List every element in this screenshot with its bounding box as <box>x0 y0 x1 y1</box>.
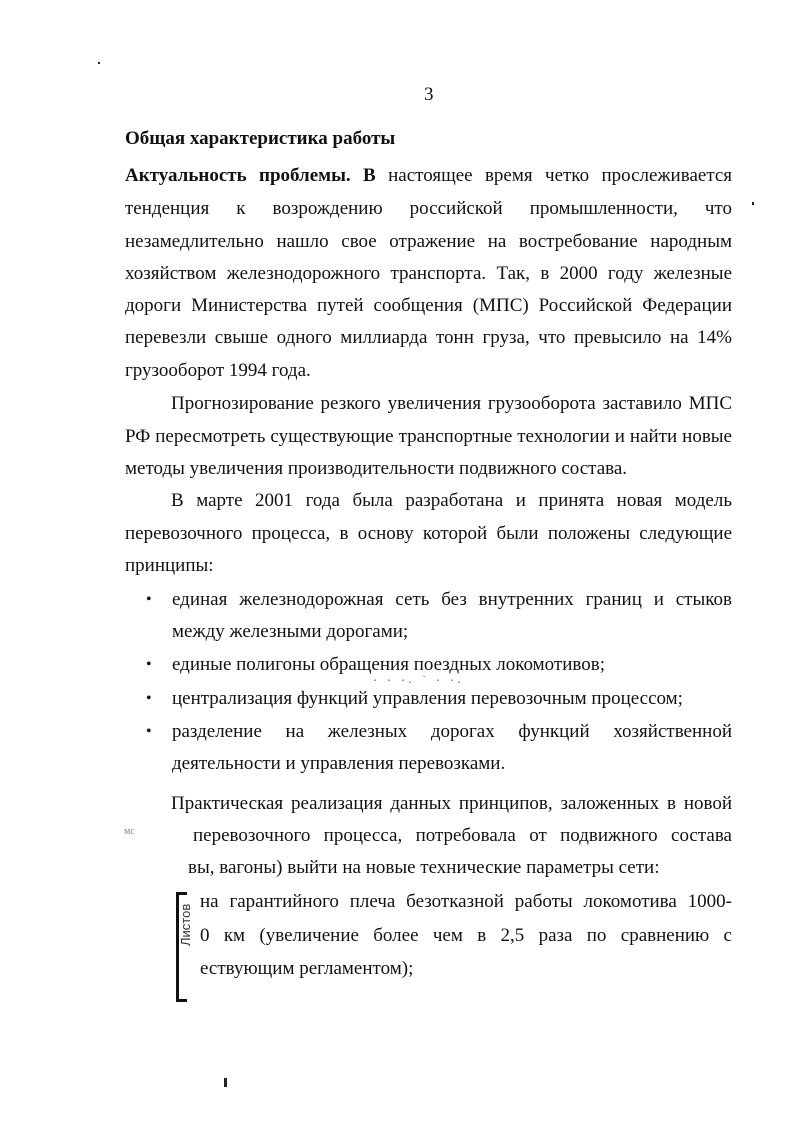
page-number: 3 <box>424 84 434 105</box>
para1-line2: тенденция к возрождению российской промышленности, что <box>125 198 732 219</box>
para2-line1: Прогнозирование резкого увеличения грузооборота заставило МПС <box>171 393 732 414</box>
para2-line2: РФ пересмотреть существующие транспортные технологии и найти новые <box>125 426 732 447</box>
para1-line6: перевезли свыше одного миллиарда тонн груза, что превысило на 14% <box>125 327 732 348</box>
bullet1-line1: единая железнодорожная сеть без внутренних границ и стыков <box>172 589 732 610</box>
bullet-dot: • <box>146 591 152 608</box>
para1-line1 <box>125 160 732 192</box>
para2-line3: методы увеличения производительности подвижного состава. <box>125 458 628 479</box>
scan-noise: · · ·. ` · ·. <box>372 676 464 687</box>
para1-lead: Актуальность проблемы. В <box>125 165 376 186</box>
para5-line1: на гарантийного плеча безотказной работы локомотива 1000- <box>200 891 732 912</box>
margin-side-label: Листов <box>178 903 193 946</box>
section-title: Общая характеристика работы <box>125 128 396 149</box>
bullet1-line2: между железными дорогами; <box>172 621 409 642</box>
para3-line2: перевозочного процесса, в основу которой были положены следующие <box>125 523 732 544</box>
scan-speck <box>224 1078 227 1087</box>
bullet3: централизация функций управления перевозочным процессом; <box>172 688 683 709</box>
scan-speck <box>752 202 754 205</box>
para5-line3: ествующим регламентом); <box>200 958 414 979</box>
para4-line2-fragment: мс <box>124 826 135 837</box>
bullet4-line1: разделение на железных дорогах функций хозяйственной <box>172 721 732 742</box>
para3-line1: В марте 2001 года была разработана и принята новая модель <box>171 490 732 511</box>
para4-line2: перевозочного процесса, потребовала от подвижного состава <box>193 825 732 846</box>
para1-line7: грузооборот 1994 года. <box>125 360 311 381</box>
para1-line5: дороги Министерства путей сообщения (МПС) Российской Федерации <box>125 295 732 316</box>
bullet-dot: • <box>146 656 152 673</box>
bullet4-line2: деятельности и управления перевозками. <box>172 753 506 774</box>
scan-speck <box>98 62 100 64</box>
bullet-dot: • <box>146 723 152 740</box>
para3-line3: принципы: <box>125 555 214 576</box>
para1-line1-rest: настоящее время четко прослеживается <box>388 165 733 186</box>
para4-line3: вы, вагоны) выйти на новые технические параметры сети: <box>188 857 660 878</box>
para1-line3: незамедлительно нашло свое отражение на востребование народным <box>125 231 732 252</box>
para5-line2: 0 км (увеличение более чем в 2,5 раза по сравнению с <box>200 925 732 946</box>
para1-line4: хозяйством железнодорожного транспорта. Так, в 2000 году железные <box>125 263 732 284</box>
bullet-dot: • <box>146 690 152 707</box>
para4-line1: Практическая реализация данных принципов, заложенных в новой <box>171 793 732 814</box>
bullet2: единые полигоны обращения поездных локомотивов; <box>172 654 605 675</box>
